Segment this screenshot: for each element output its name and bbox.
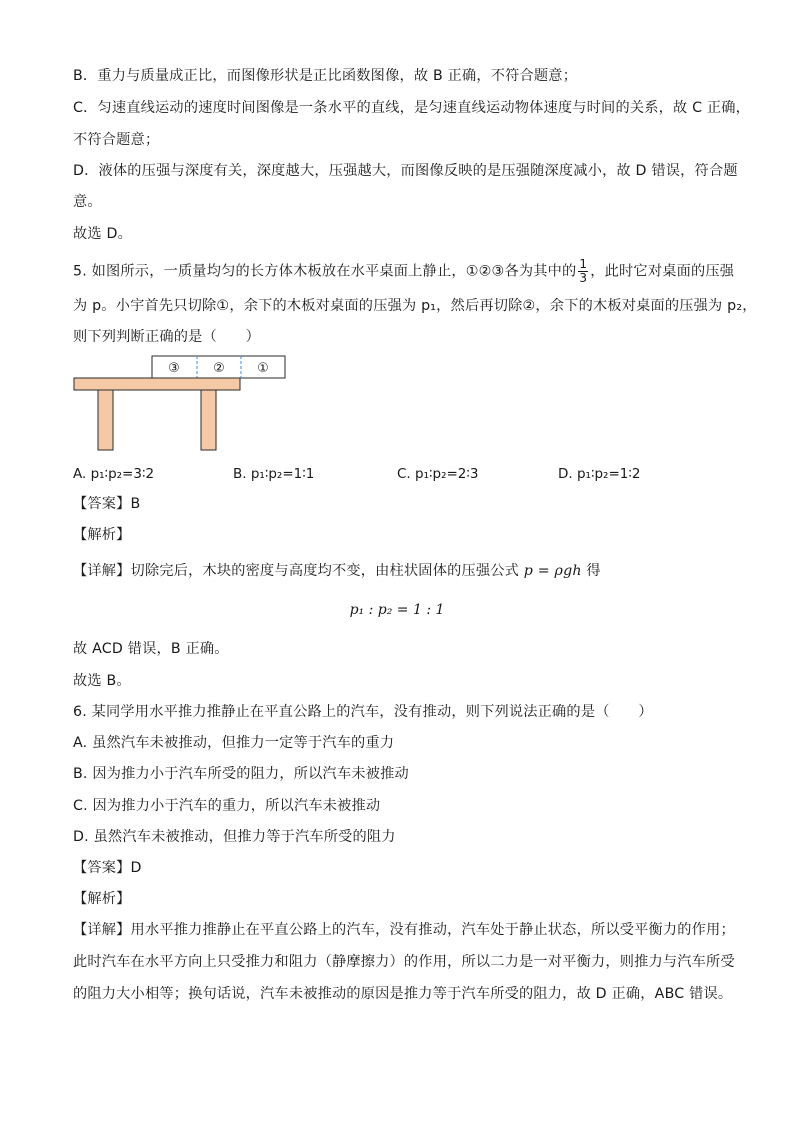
pressure-ratio-equation: p₁ : p₂ = 1 : 1 — [349, 602, 445, 618]
q5-choice: 故选 B。 — [73, 673, 131, 689]
q5-stem-pre: 5. 如图所示，一质量均匀的长方体木板放在水平桌面上静止，①②③各为其中的 — [73, 263, 577, 280]
q5-stem-line1 — [73, 258, 734, 285]
q5-conclusion: 故 ACD 错误，B 正确。 — [73, 641, 229, 657]
q6-option-b: B. 因为推力小于汽车所受的阻力，所以汽车未被推动 — [73, 766, 409, 782]
q5-option-c: C. p₁∶p₂=2∶3 — [397, 466, 479, 482]
segment-3-label: ③ — [168, 361, 180, 376]
table-top — [74, 378, 240, 390]
q5-detail — [73, 561, 601, 581]
q6-analysis-heading: 【解析】 — [73, 891, 131, 907]
q4-choice: 故选 D。 — [73, 226, 132, 242]
q6-option-d: D. 虽然汽车未被推动，但推力等于汽车所受的阻力 — [73, 829, 396, 845]
explanation-c-line2: 不符合题意； — [73, 132, 160, 148]
segment-2-label: ② — [213, 361, 225, 376]
q6-detail-line3: 的阻力大小相等；换句话说，汽车未被推动的原因是推力等于汽车所受的阻力，故 D 正确，ABC 错误。 — [73, 986, 733, 1002]
explanation-d-line2: 意。 — [73, 194, 102, 210]
q5-answer: 【答案】B — [73, 496, 141, 512]
q6-stem: 6. 某同学用水平推力推静止在平直公路上的汽车，没有推动，则下列说法正确的是（ ） — [73, 704, 653, 720]
q5-option-b: B. p₁∶p₂=1∶1 — [233, 466, 315, 482]
board-on-table-figure — [70, 354, 330, 454]
q6-detail-line1: 【详解】用水平推力推静止在平直公路上的汽车，没有推动，汽车处于静止状态，所以受平衡力的作用； — [73, 922, 735, 938]
explanation-b: B．重力与质量成正比，而图像形状是正比函数图像，故 B 正确，不符合题意； — [73, 68, 578, 84]
q5-option-a: A. p₁∶p₂=3∶2 — [73, 466, 155, 482]
table-leg-right — [201, 390, 216, 450]
pressure-formula: p = ρgh — [523, 563, 582, 579]
q5-option-d: D. p₁∶p₂=1∶2 — [558, 466, 641, 482]
q6-answer: 【答案】D — [73, 860, 142, 876]
explanation-c-line1: C．匀速直线运动的速度时间图像是一条水平的直线，是匀速直线运动物体速度与时间的关系，故 C 正确， — [73, 100, 751, 116]
q5-stem-post: ，此时它对桌面的压强 — [590, 263, 735, 280]
table-leg-left — [98, 390, 113, 450]
fraction-numerator: 1 — [579, 257, 588, 271]
q5-detail-post: 得 — [581, 563, 601, 579]
q5-stem-line3: 则下列判断正确的是（ ） — [73, 329, 261, 345]
q5-analysis-heading: 【解析】 — [73, 527, 131, 543]
explanation-d-line1: D．液体的压强与深度有关，深度越大，压强越大，而图像反映的是压强随深度减小，故 D 错误，符合题 — [73, 163, 738, 179]
one-third-fraction — [578, 258, 588, 285]
segment-1-label: ① — [257, 361, 269, 376]
q5-detail-pre: 【详解】切除完后，木块的密度与高度均不变，由柱状固体的压强公式 — [73, 563, 524, 579]
q5-stem-line2: 为 p。小宇首先只切除①，余下的木板对桌面的压强为 p₁，然后再切除②，余下的木板对桌面的压强为 p₂， — [73, 298, 757, 314]
q6-option-c: C. 因为推力小于汽车的重力，所以汽车未被推动 — [73, 798, 381, 814]
fraction-denominator: 3 — [579, 271, 588, 285]
q6-detail-line2: 此时汽车在水平方向上只受推力和阻力（静摩擦力）的作用，所以二力是一对平衡力，则推力与汽车所受 — [73, 954, 735, 970]
q6-option-a: A. 虽然汽车未被推动，但推力一定等于汽车的重力 — [73, 735, 395, 751]
